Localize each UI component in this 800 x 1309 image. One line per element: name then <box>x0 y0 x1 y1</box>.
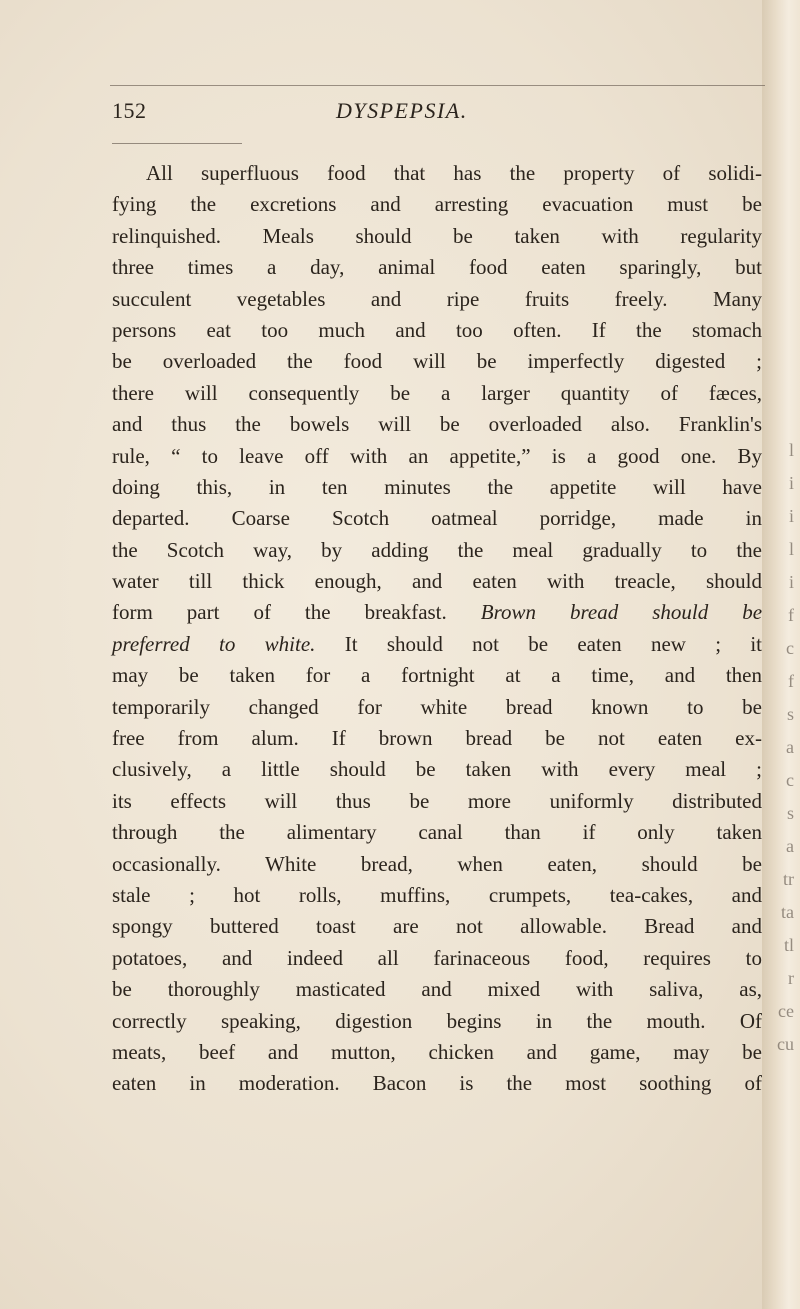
text-line: meats, beef and mutton, chicken and game, may be <box>112 1039 762 1064</box>
bleed-letter: i <box>788 572 794 592</box>
text-line: stale ; hot rolls, muffins, crumpets, tea-cakes, and <box>112 882 762 907</box>
text-line: All superfluous food that has the property of solidi- <box>146 161 762 185</box>
text-line: clusively, a little should be taken with every meal ; <box>112 757 762 782</box>
text-line: succulent vegetables and ripe fruits freely. Many <box>112 286 762 311</box>
text-line: rule, “ to leave off with an appetite,” is a good one. By <box>112 443 762 468</box>
text-line: temporarily changed for white bread known to be <box>112 694 762 719</box>
text-line: there will consequently be a larger quantity of fæces, <box>112 380 762 405</box>
text-line: and thus the bowels will be overloaded also. Franklin's <box>112 412 762 437</box>
text-fragment: It should not be eaten new ; it <box>344 631 763 656</box>
bleed-letter: cu <box>777 1034 794 1054</box>
text-line: doing this, in ten minutes the appetite will have <box>112 474 762 499</box>
bleed-letter: c <box>786 638 794 658</box>
italic-phrase: preferred to white. <box>112 631 316 656</box>
text-line: through the alimentary canal than if only taken <box>112 820 762 845</box>
bleed-letter: a <box>786 737 794 757</box>
text-line: the Scotch way, by adding the meal gradually to the <box>112 537 762 562</box>
bleed-letter: c <box>786 770 794 790</box>
bleed-letter: f <box>788 671 794 691</box>
bleed-letter: tr <box>783 869 794 889</box>
bleed-letter: s <box>786 704 794 724</box>
text-line: three times a day, animal food eaten sparingly, but <box>112 255 762 280</box>
text-fragment: form part of the breakfast. <box>112 600 447 625</box>
text-line: departed. Coarse Scotch oatmeal porridge, made in <box>112 506 762 531</box>
text-line-mixed <box>112 597 762 628</box>
facing-page-bleed <box>774 0 794 1309</box>
text-line: fying the excretions and arresting evacuation must be <box>112 192 762 217</box>
text-line: spongy buttered toast are not allowable. Bread and <box>112 914 762 939</box>
bleed-letter: ce <box>778 1001 794 1021</box>
text-line: free from alum. If brown bread be not eaten ex- <box>112 726 762 751</box>
text-line: eaten in moderation. Bacon is the most soothing of <box>112 1071 762 1096</box>
page-number: 152 <box>112 98 147 123</box>
text-line: its effects will thus be more uniformly distributed <box>112 788 762 813</box>
bleed-letter: l <box>788 539 794 559</box>
text-line: potatoes, and indeed all farinaceous food, requires to <box>112 945 762 970</box>
header-rule <box>112 143 242 144</box>
text-line: persons eat too much and too often. If the stomach <box>112 317 762 342</box>
bleed-letter: a <box>786 836 794 856</box>
text-line-mixed <box>112 629 762 660</box>
top-rule <box>110 85 765 86</box>
italic-phrase: Brown bread should be <box>480 600 763 625</box>
bleed-letter: tl <box>783 935 794 955</box>
text-line: correctly speaking, digestion begins in the mouth. Of <box>112 1008 762 1033</box>
running-head: DYSPEPSIA. <box>336 98 468 123</box>
body-text <box>112 158 762 1100</box>
bleed-letter: i <box>788 473 794 493</box>
bleed-letter: r <box>788 968 794 988</box>
bleed-letter: ta <box>781 902 794 922</box>
page-header <box>112 98 762 132</box>
bleed-letter: i <box>788 506 794 526</box>
bleed-letter: f <box>788 605 794 625</box>
text-line: water till thick enough, and eaten with treacle, should <box>112 569 762 594</box>
text-line: occasionally. White bread, when eaten, should be <box>112 851 762 876</box>
bleed-letter: s <box>786 803 794 823</box>
text-line: may be taken for a fortnight at a time, and then <box>112 663 762 688</box>
bleed-letter: l <box>788 440 794 460</box>
text-line: be overloaded the food will be imperfectly digested ; <box>112 349 762 374</box>
text-line: relinquished. Meals should be taken with regularity <box>112 223 762 248</box>
text-line: be thoroughly masticated and mixed with saliva, as, <box>112 977 762 1002</box>
